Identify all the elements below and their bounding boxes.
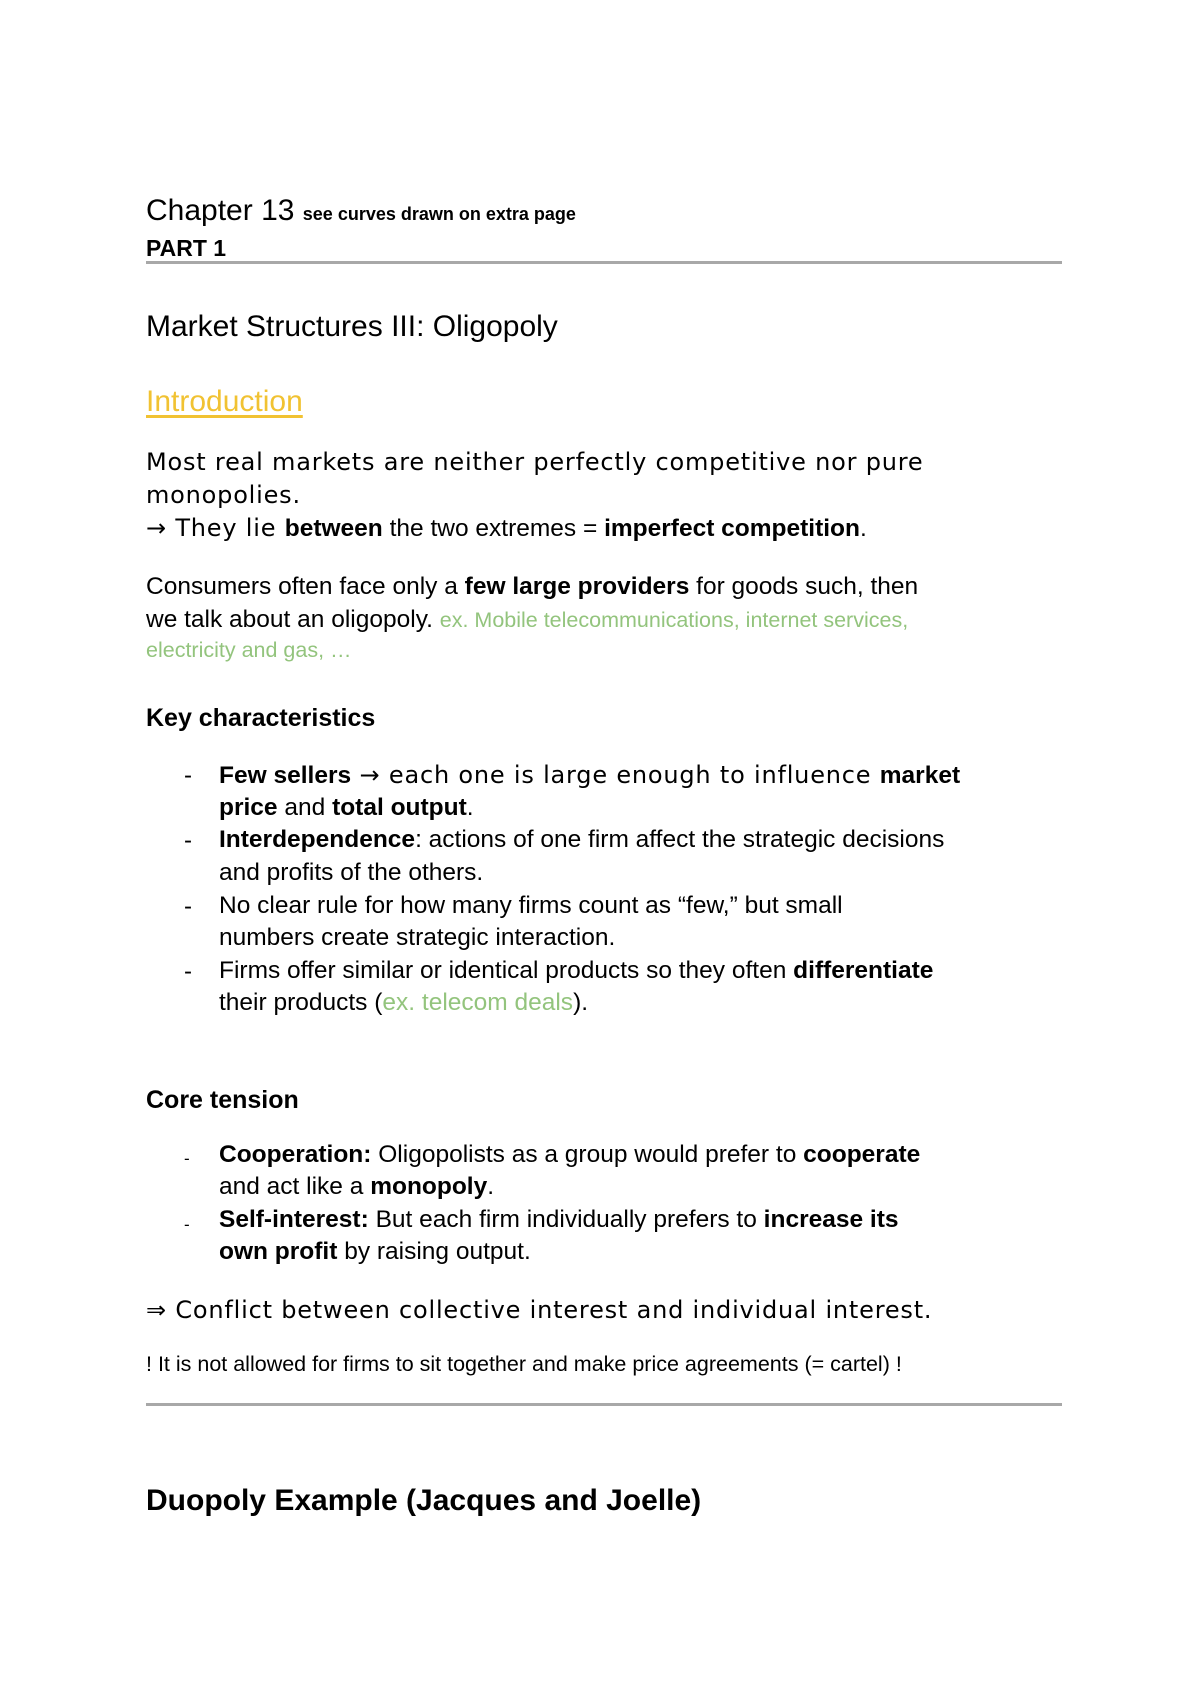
divider-bottom	[146, 1403, 1062, 1406]
c2-rest: But each firm individually prefers to	[368, 1206, 764, 1233]
p2-example-1: ex. Mobile telecommunications, internet services,	[439, 608, 909, 632]
p2-example-2: electricity and gas, …	[146, 638, 352, 662]
part-label: PART 1	[146, 235, 227, 261]
intro-line-2: monopolies.	[146, 481, 301, 509]
b1-l2-bold: price	[219, 794, 278, 821]
key-bullet-4-line-2	[219, 989, 588, 1017]
divider-top	[146, 261, 1062, 264]
b4-text: Firms offer similar or identical products so they often	[219, 957, 794, 984]
c1-l2bold: monopoly	[370, 1173, 488, 1200]
arrow-text: → They lie	[146, 514, 285, 542]
core-bullet-2-line-2	[219, 1238, 531, 1266]
c1-rest: Oligopolists as a group would prefer to	[371, 1141, 804, 1168]
between-bold: between	[284, 515, 383, 542]
c2-bold: Self-interest:	[219, 1206, 369, 1233]
key-heading: Key characteristics	[146, 704, 376, 732]
core-bullet-2	[219, 1206, 899, 1234]
c1-l2end: .	[487, 1173, 495, 1200]
p2-text-c: we talk about an oligopoly.	[146, 606, 440, 633]
intro-p2-line-2	[146, 606, 908, 634]
b1-l2-and: and	[277, 794, 333, 821]
b1-l2-end: .	[466, 794, 474, 821]
intro-heading: Introduction	[146, 385, 303, 418]
core-bullet-1-line-2	[219, 1173, 494, 1201]
b1-bold: Few sellers	[219, 762, 352, 789]
b4-l2b: ).	[573, 989, 589, 1016]
core-bullet-1	[219, 1141, 920, 1169]
p2-bold: few large providers	[464, 573, 690, 600]
intro-mid: the two extremes =	[382, 515, 605, 542]
c1-l2a: and act like a	[219, 1173, 371, 1200]
b1-arrow-text: → each one is large enough to influence	[351, 761, 880, 789]
intro-line-3	[146, 514, 867, 543]
c2-l2rest: by raising output.	[337, 1238, 531, 1265]
key-bullet-4	[219, 957, 933, 985]
key-bullet-3-line-2: numbers create strategic interaction.	[219, 924, 616, 951]
p2-text-a: Consumers often face only a	[146, 573, 465, 600]
key-bullet-2-line-2: and profits of the others.	[219, 859, 484, 886]
b2-bold: Interdependence	[219, 826, 416, 853]
bullet-dash: -	[184, 893, 192, 920]
bullet-dash: -	[184, 958, 192, 985]
bullet-dash: -	[184, 1215, 190, 1234]
cartel-warning: ! It is not allowed for firms to sit together and make price agreements (= cartel) !	[146, 1352, 902, 1376]
key-bullet-1	[219, 761, 960, 790]
b4-example: ex. telecom deals	[382, 989, 574, 1016]
intro-period: .	[860, 515, 867, 542]
chapter-note: see curves drawn on extra page	[302, 204, 576, 224]
b4-bold: differentiate	[793, 957, 934, 984]
chapter-heading	[146, 194, 576, 228]
c1-bold2: cooperate	[803, 1141, 921, 1168]
conflict-line: ⇒ Conflict between collective interest and individual interest.	[146, 1296, 933, 1324]
duopoly-heading: Duopoly Example (Jacques and Joelle)	[146, 1484, 702, 1517]
bullet-dash: -	[184, 1149, 190, 1168]
b4-l2a: their products (	[219, 989, 383, 1016]
chapter-title: Chapter 13	[146, 194, 295, 227]
key-bullet-1-line-2	[219, 794, 474, 822]
b1-l2-bold2: total output	[332, 794, 467, 821]
b1-bold2: market	[879, 762, 961, 789]
section-title: Market Structures III: Oligopoly	[146, 310, 558, 343]
intro-line-1: Most real markets are neither perfectly competitive nor pure	[146, 448, 924, 476]
bullet-dash: -	[184, 762, 192, 789]
key-bullet-2	[219, 826, 944, 854]
b2-rest: : actions of one firm affect the strategic decisions	[415, 826, 945, 853]
c1-bold: Cooperation:	[219, 1141, 372, 1168]
key-bullet-3: No clear rule for how many firms count as “few,” but small	[219, 892, 843, 919]
imperfect-bold: imperfect competition	[604, 515, 860, 542]
bullet-dash: -	[184, 827, 192, 854]
c2-bold2: increase its	[763, 1206, 899, 1233]
c2-l2bold: own profit	[219, 1238, 338, 1265]
p2-text-b: for goods such, then	[689, 573, 919, 600]
core-heading: Core tension	[146, 1086, 299, 1114]
intro-p2-line-1	[146, 573, 918, 601]
